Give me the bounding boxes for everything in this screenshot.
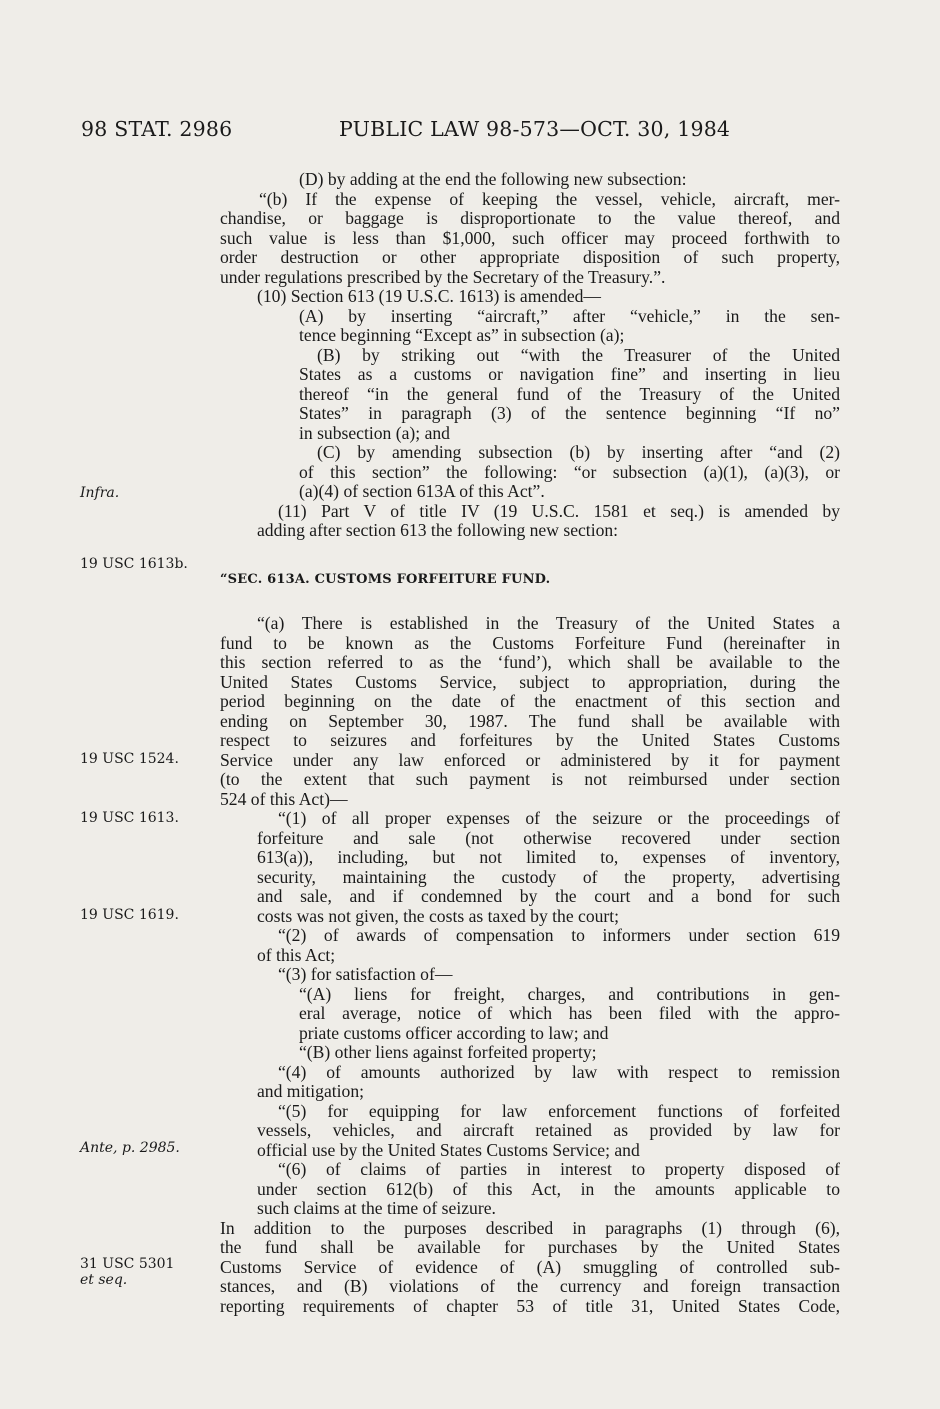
text-line: reporting requirements of chapter 53 of title 31, United States Code, — [220, 1295, 840, 1316]
margin-note-19-usc-1619: 19 USC 1619. — [80, 907, 179, 923]
text-line: tence beginning “Except as” in subsection (a); — [299, 325, 625, 345]
text-line: “(1) of all proper expenses of the seizure or the proceedings of — [278, 808, 840, 828]
text-line: order destruction or other appropriate disposition of such property, — [220, 247, 840, 267]
text-line: (A) by inserting “aircraft,” after “vehicle,” in the sen- — [299, 305, 840, 326]
text-line: under regulations prescribed by the Secretary of the Treasury.”. — [220, 266, 666, 287]
text-line: such claims at the time of seizure. — [257, 1198, 496, 1218]
text-line: fund to be known as the Customs Forfeiture Fund (hereinafter in — [220, 632, 840, 653]
margin-note-19-usc-1613b: 19 USC 1613b. — [80, 556, 188, 572]
margin-note-ante: Ante, p. 2985. — [80, 1140, 180, 1156]
text-line: priate customs officer according to law; and — [299, 1022, 609, 1043]
page-header-stat: 98 STAT. 2986 — [81, 117, 233, 141]
text-line: “(A) liens for freight, charges, and contributions in gen- — [299, 983, 840, 1004]
text-line: the fund shall be available for purchases by the United States — [220, 1237, 840, 1257]
text-line: official use by the United States Customs Service; and — [257, 1139, 640, 1160]
text-line: “(5) for equipping for law enforcement functions of forfeited — [278, 1100, 840, 1121]
text-line: eral average, notice of which has been filed with the appro- — [299, 1003, 840, 1023]
text-line: adding after section 613 the following new section: — [257, 520, 619, 540]
text-line: costs was not given, the costs as taxed by the court; — [257, 905, 620, 926]
text-line: stances, and (B) violations of the currency and foreign transaction — [220, 1276, 840, 1296]
margin-note-19-usc-1613: 19 USC 1613. — [80, 810, 179, 826]
text-line: 524 of this Act)— — [220, 788, 348, 809]
text-line — [220, 568, 840, 588]
text-line: (10) Section 613 (19 U.S.C. 1613) is amended— — [257, 286, 602, 306]
text-line: (11) Part V of title IV (19 U.S.C. 1581 et seq.) is amended by — [278, 500, 840, 521]
text-line: “(2) of awards of compensation to informers under section 619 — [278, 925, 840, 945]
document-body — [220, 170, 840, 1316]
text-line: (B) by striking out “with the Treasurer of the United — [317, 344, 840, 365]
text-line: States as a customs or navigation fine” and inserting in lieu — [299, 364, 840, 384]
text-line: such value is less than $1,000, such officer may proceed forthwith to — [220, 227, 840, 248]
text-line: Customs Service of evidence of (A) smuggling of controlled sub- — [220, 1256, 840, 1277]
text-line: forfeiture and sale (not otherwise recovered under section — [257, 827, 840, 848]
text-line: “(b) If the expense of keeping the vessel, vehicle, aircraft, mer- — [259, 188, 840, 209]
text-line: ending on September 30, 1987. The fund shall be available with — [220, 710, 840, 731]
text-line: “(6) of claims of parties in interest to property disposed of — [278, 1159, 840, 1179]
text-line: security, maintaining the custody of the property, advertising — [257, 866, 840, 887]
text-line: (C) by amending subsection (b) by inserting after “and (2) — [317, 442, 840, 462]
text-line: thereof “in the general fund of the Treasury of the United — [299, 383, 840, 404]
text-line: of this Act; — [257, 944, 336, 965]
text-line: “(a) There is established in the Treasury of the United States a — [257, 613, 840, 633]
text-line: “(4) of amounts authorized by law with respect to remission — [278, 1061, 840, 1082]
text-line: chandise, or baggage is disproportionate to the value thereof, and — [220, 208, 840, 228]
text-line: “(3) for satisfaction of— — [278, 964, 453, 984]
text-line: this section referred to as the ‘fund’), which shall be available to the — [220, 652, 840, 672]
text-line: In addition to the purposes described in paragraphs (1) through (6), — [220, 1217, 840, 1238]
text-line: 613(a)), including, but not limited to, expenses of inventory, — [257, 847, 840, 867]
text-line: “(B) other liens against forfeited property; — [299, 1042, 597, 1062]
text-line: vessels, vehicles, and aircraft retained as provided by law for — [257, 1120, 840, 1140]
text-line: (a)(4) of section 613A of this Act”. — [299, 481, 545, 501]
text-line: under section 612(b) of this Act, in the amounts applicable to — [257, 1178, 840, 1199]
text-line: United States Customs Service, subject to appropriation, during the — [220, 671, 840, 692]
text-line: Service under any law enforced or administered by it for payment — [220, 749, 840, 770]
text-line: and mitigation; — [257, 1081, 365, 1101]
page-header-public-law: PUBLIC LAW 98-573—OCT. 30, 1984 — [339, 117, 731, 141]
margin-note-31-usc-5301: 31 USC 5301 — [80, 1256, 175, 1272]
margin-note-et-seq: et seq. — [80, 1272, 128, 1288]
text-line: respect to seizures and forfeitures by the United States Customs — [220, 730, 840, 750]
text-line: (to the extent that such payment is not reimbursed under section — [220, 769, 840, 789]
text-line: in subsection (a); and — [299, 422, 450, 443]
text-line: period beginning on the date of the enactment of this section and — [220, 691, 840, 711]
margin-note-infra: Infra. — [80, 485, 120, 501]
section-heading: “SEC. 613A. CUSTOMS FORFEITURE FUND. — [220, 571, 551, 587]
text-line: States” in paragraph (3) of the sentence beginning “If no” — [299, 403, 840, 423]
text-line: and sale, and if condemned by the court and a bond for such — [257, 886, 840, 906]
text-line: of this section” the following: “or subsection (a)(1), (a)(3), or — [299, 461, 840, 482]
text-line: (D) by adding at the end the following new subsection: — [299, 169, 687, 189]
margin-note-19-usc-1524: 19 USC 1524. — [80, 751, 179, 767]
